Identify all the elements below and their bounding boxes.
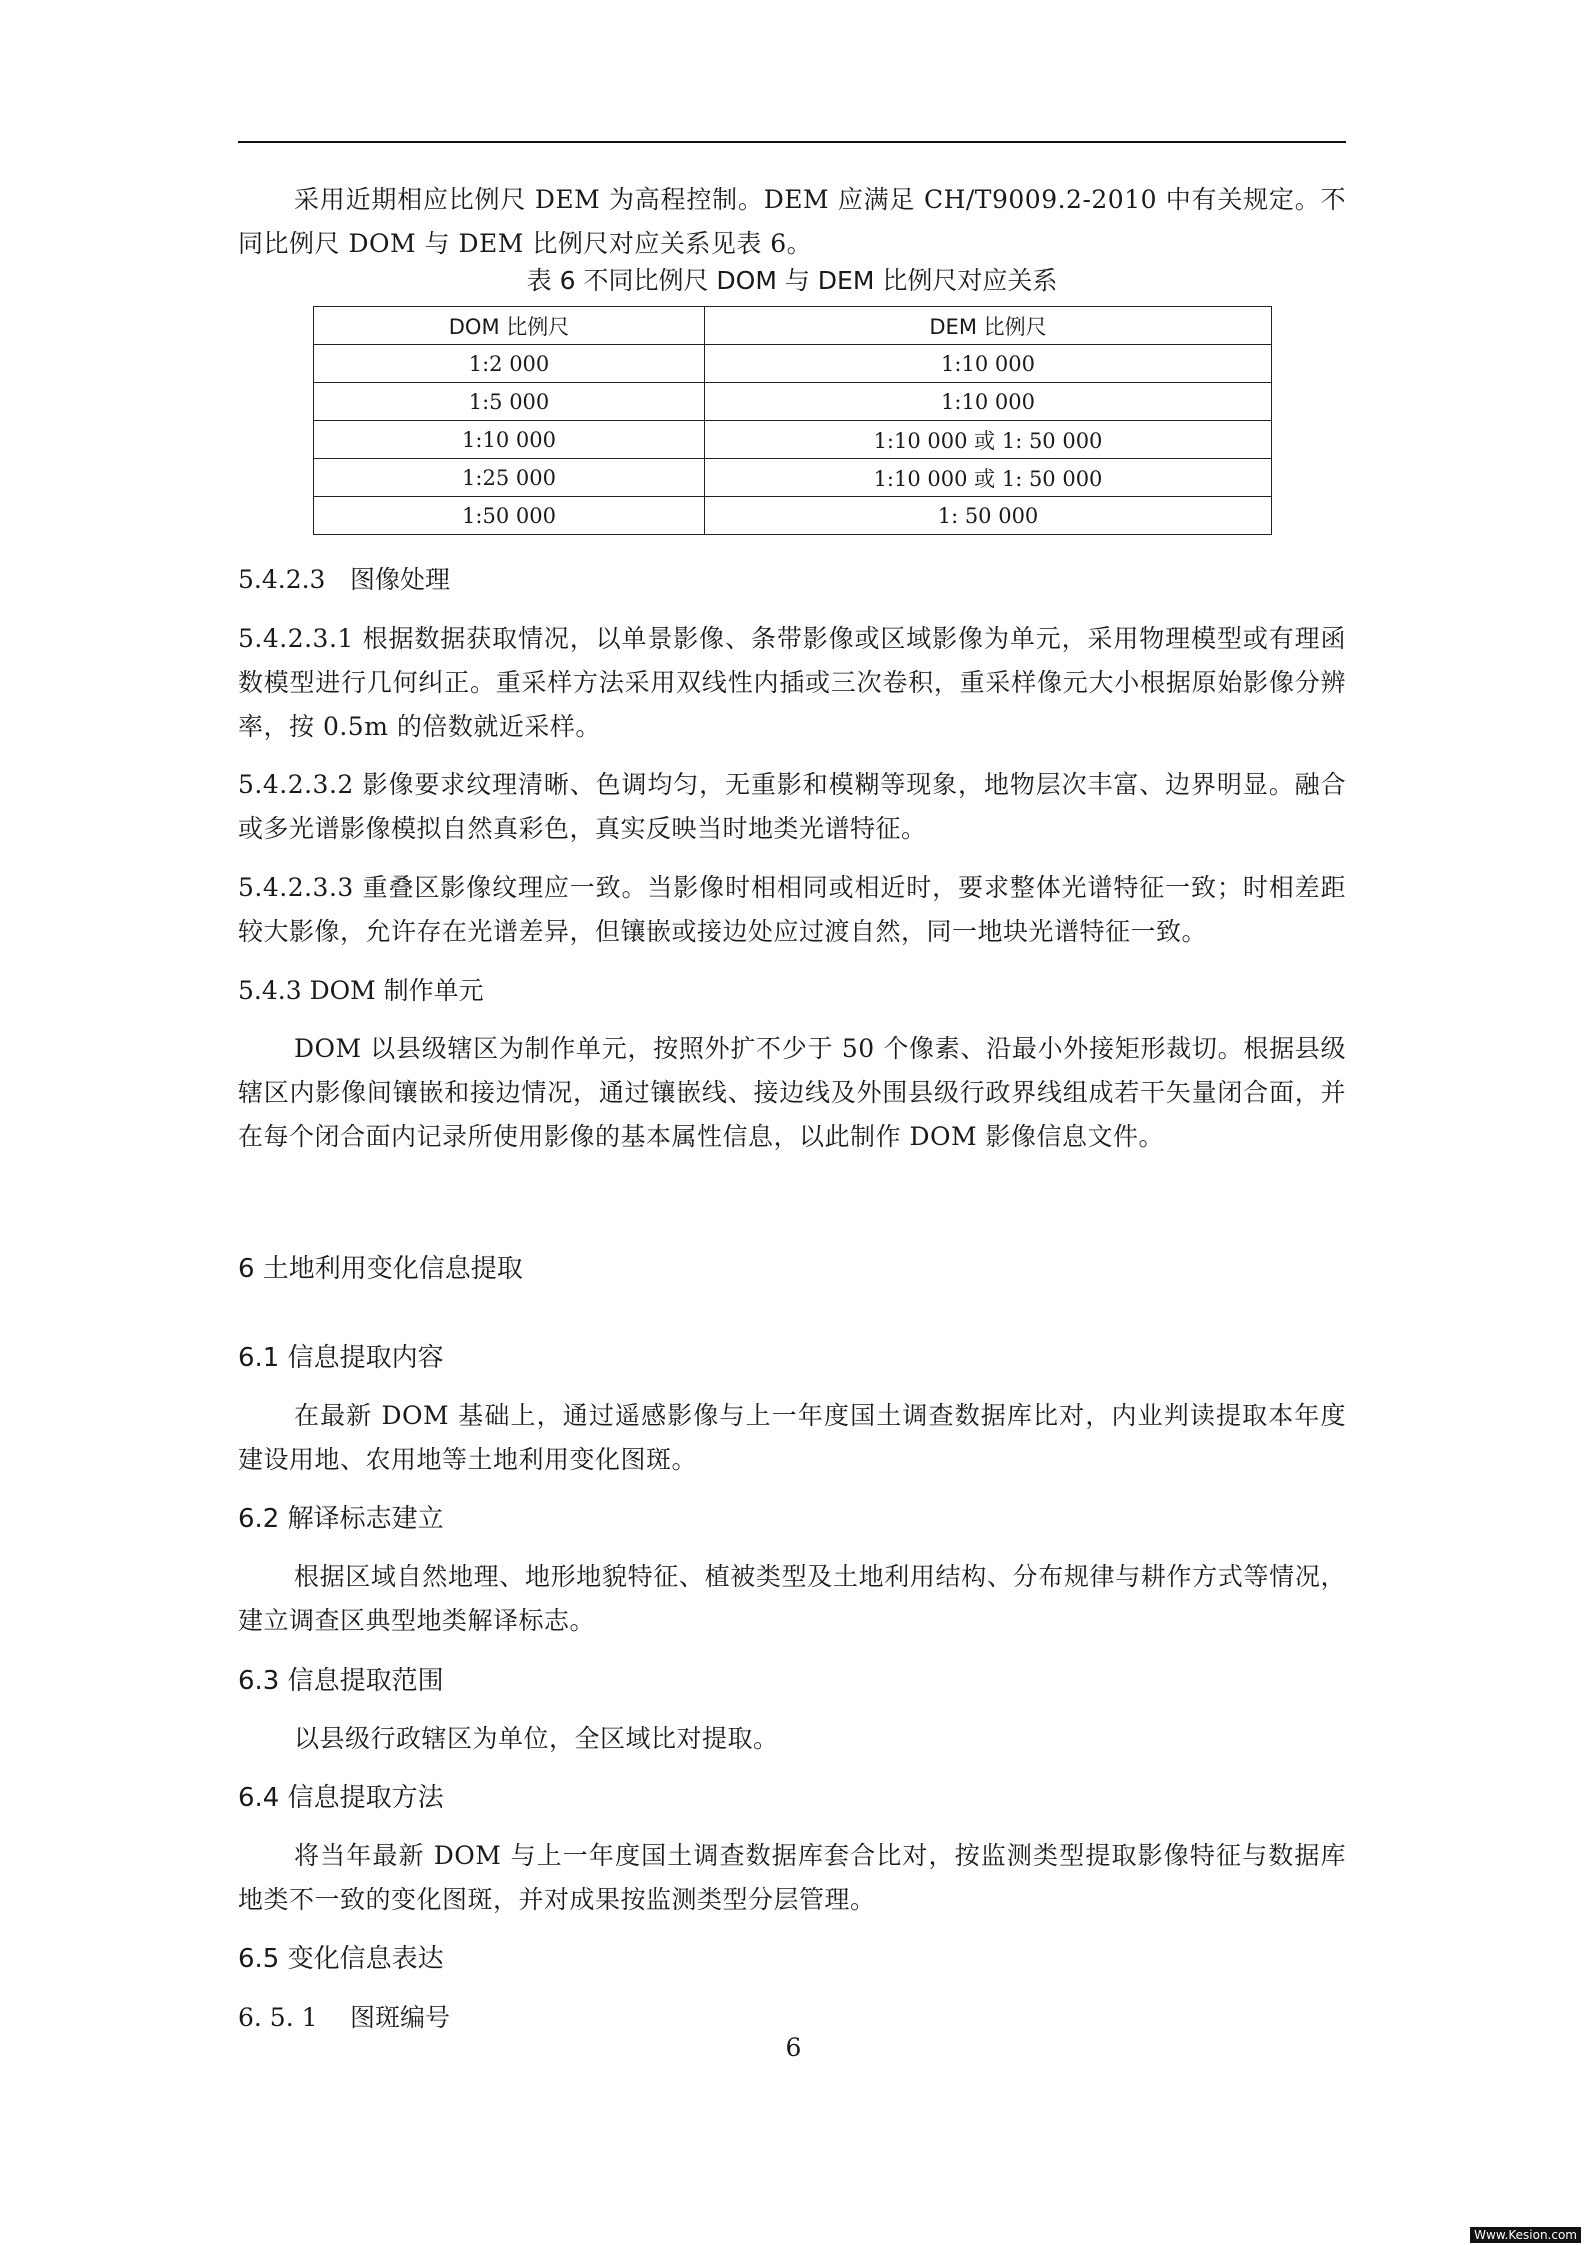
- chapter-6-heading: 6 土地利用变化信息提取: [238, 1254, 523, 1284]
- intro-paragraph: 采用近期相应比例尺 DEM 为高程控制。DEM 应满足 CH/T9009.2-2010 中有关规定。不同比例尺 DOM 与 DEM 比例尺对应关系见表 6。: [238, 185, 1346, 258]
- table-row: [314, 497, 1272, 535]
- scale-table: [313, 306, 1272, 535]
- header-rule: [238, 141, 1346, 143]
- section-number: 5.4.2.3: [238, 565, 326, 594]
- table-cell: 1:50 000: [314, 497, 705, 535]
- section-number: 5.4.3: [238, 976, 302, 1005]
- section-54233-paragraph: 5.4.2.3.3 重叠区影像纹理应一致。当影像时相相同或相近时，要求整体光谱特征一致；时相差距较大影像，允许存在光谱差异，但镶嵌或接边处应过渡自然，同一地块光谱特征一致。: [238, 873, 1346, 946]
- table-caption: 表 6 不同比例尺 DOM 与 DEM 比例尺对应关系: [526, 266, 1058, 295]
- table-row: [314, 421, 1272, 459]
- section-5423-heading: [238, 558, 450, 602]
- section-65-heading: 6.5 变化信息表达: [238, 1944, 444, 1974]
- section-title: 图斑编号: [350, 2003, 451, 2032]
- table-cell: 1:10 000: [705, 383, 1272, 421]
- section-title: DOM 制作单元: [309, 976, 484, 1005]
- table-header-row: [314, 307, 1272, 345]
- section-543-paragraph: DOM 以县级辖区为制作单元，按照外扩不少于 50 个像素、沿最小外接矩形裁切。根据县级辖区内影像间镶嵌和接边情况，通过镶嵌线、接边线及外围县级行政界线组成若干矢量闭合面，并在每个闭合面内记录所使用影像的基本属性信息，以此制作 DOM 影像信息文件。: [238, 1034, 1346, 1151]
- table-header-dom: DOM 比例尺: [314, 307, 705, 345]
- table-row: [314, 345, 1272, 383]
- table-cell: 1:10 000 或 1: 50 000: [705, 459, 1272, 497]
- table-header-dem: DEM 比例尺: [705, 307, 1272, 345]
- table-cell: 1:25 000: [314, 459, 705, 497]
- section-63-heading: 6.3 信息提取范围: [238, 1666, 444, 1696]
- table-cell: 1:5 000: [314, 383, 705, 421]
- section-61-heading: 6.1 信息提取内容: [238, 1343, 444, 1373]
- table-cell: 1:10 000: [314, 421, 705, 459]
- watermark: Www.Kesion.com: [1470, 2227, 1581, 2243]
- table-cell: 1:10 000 或 1: 50 000: [705, 421, 1272, 459]
- section-64-paragraph: 将当年最新 DOM 与上一年度国土调查数据库套合比对，按监测类型提取影像特征与数据库地类不一致的变化图斑，并对成果按监测类型分层管理。: [238, 1841, 1346, 1914]
- section-64-heading: 6.4 信息提取方法: [238, 1783, 444, 1813]
- table-row: [314, 459, 1272, 497]
- section-title: 图像处理: [350, 565, 451, 594]
- section-54231-paragraph: 5.4.2.3.1 根据数据获取情况，以单景影像、条带影像或区域影像为单元，采用物理模型或有理函数模型进行几何纠正。重采样方法采用双线性内插或三次卷积，重采样像元大小根据原始影像分辨率，按 0.5m 的倍数就近采样。: [238, 624, 1346, 741]
- table-cell: 1:2 000: [314, 345, 705, 383]
- section-63-paragraph: 以县级行政辖区为单位，全区域比对提取。: [294, 1724, 779, 1753]
- table-row: [314, 383, 1272, 421]
- section-62-heading: 6.2 解译标志建立: [238, 1504, 444, 1534]
- section-543-heading: [238, 969, 484, 1013]
- table-cell: 1:10 000: [705, 345, 1272, 383]
- section-62-paragraph: 根据区域自然地理、地形地貌特征、植被类型及土地利用结构、分布规律与耕作方式等情况，建立调查区典型地类解译标志。: [238, 1562, 1346, 1635]
- section-61-paragraph: 在最新 DOM 基础上，通过遥感影像与上一年度国土调查数据库比对，内业判读提取本年度建设用地、农用地等土地利用变化图斑。: [238, 1401, 1346, 1474]
- section-54232-paragraph: 5.4.2.3.2 影像要求纹理清晰、色调均匀，无重影和模糊等现象，地物层次丰富、边界明显。融合或多光谱影像模拟自然真彩色，真实反映当时地类光谱特征。: [238, 770, 1346, 843]
- page-number: 6: [785, 2033, 802, 2062]
- section-number: 6. 5. 1: [238, 2003, 318, 2032]
- table-cell: 1: 50 000: [705, 497, 1272, 535]
